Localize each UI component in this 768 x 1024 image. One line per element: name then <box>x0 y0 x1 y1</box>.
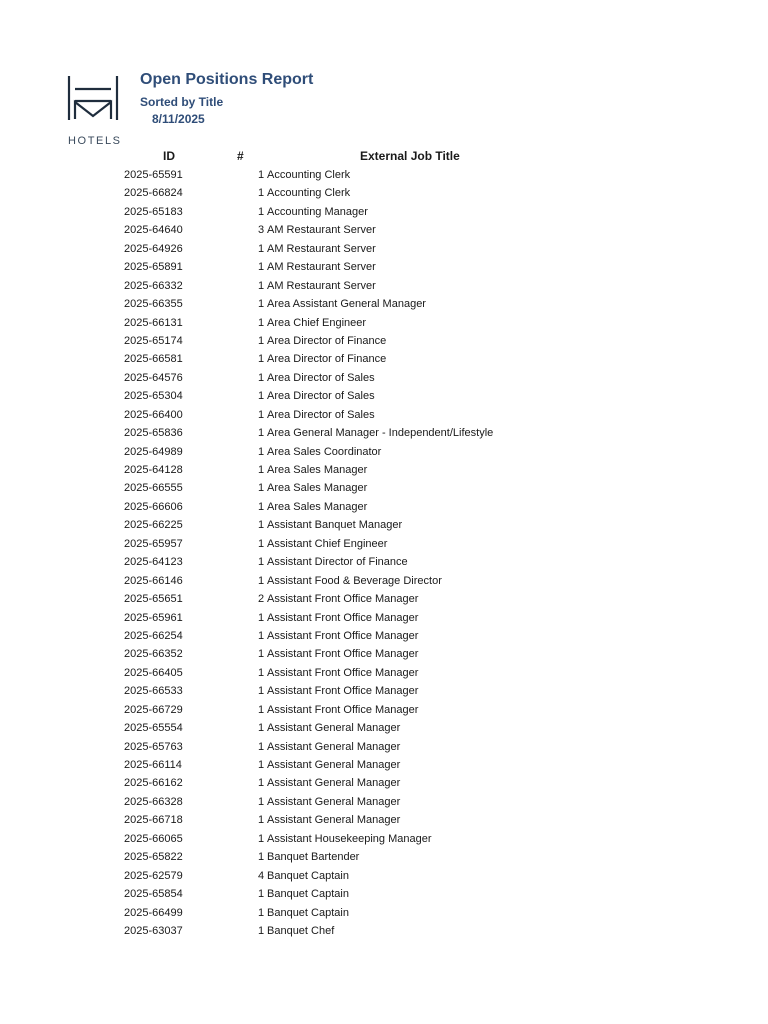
position-count: 1 <box>258 574 265 587</box>
job-title: Assistant Front Office Manager <box>267 611 419 624</box>
position-count: 1 <box>258 703 265 716</box>
position-count: 1 <box>258 537 265 550</box>
position-id: 2025-66065 <box>124 832 183 845</box>
position-count: 1 <box>258 334 265 347</box>
table-row <box>0 369 768 387</box>
table-row <box>0 406 768 424</box>
table-row <box>0 627 768 645</box>
position-id: 2025-64128 <box>124 464 183 476</box>
position-id: 2025-64989 <box>124 445 183 458</box>
position-id: 2025-65183 <box>124 205 183 218</box>
table-row <box>0 221 768 239</box>
position-count: 1 <box>258 353 265 366</box>
table-row <box>0 848 768 866</box>
table-row <box>0 479 768 497</box>
position-count: 1 <box>258 888 265 901</box>
column-header-job-title: External Job Title <box>360 149 460 163</box>
table-row <box>0 461 768 479</box>
job-title: AM Restaurant Server <box>267 242 376 255</box>
position-count: 1 <box>258 795 265 808</box>
job-title: Assistant General Manager <box>267 759 401 771</box>
table-row <box>0 885 768 903</box>
job-title: AM Restaurant Server <box>267 279 376 292</box>
table-row <box>0 922 768 940</box>
job-title: Banquet Captain <box>267 888 349 901</box>
position-id: 2025-65957 <box>124 537 183 550</box>
position-count: 1 <box>258 390 265 403</box>
position-id: 2025-64640 <box>124 224 183 237</box>
position-id: 2025-65836 <box>124 427 183 440</box>
position-count: 1 <box>258 298 265 311</box>
table-row <box>0 664 768 682</box>
position-count: 1 <box>258 519 265 532</box>
position-id: 2025-66606 <box>124 500 183 513</box>
job-title: Accounting Clerk <box>267 169 351 181</box>
logo-wordmark: HOTELS <box>68 135 122 147</box>
table-row <box>0 701 768 719</box>
position-id: 2025-64576 <box>124 371 183 384</box>
position-id: 2025-65891 <box>124 261 183 274</box>
position-count: 1 <box>258 242 265 255</box>
job-title: Area Director of Sales <box>267 408 375 421</box>
job-title: Area Director of Finance <box>267 334 387 347</box>
position-count: 1 <box>258 482 265 495</box>
job-title: Assistant General Manager <box>267 740 401 753</box>
position-id: 2025-65961 <box>124 611 183 624</box>
position-id: 2025-66328 <box>124 795 183 808</box>
report-date: 8/11/2025 <box>152 112 205 126</box>
position-id: 2025-65591 <box>124 169 183 181</box>
job-title: Assistant General Manager <box>267 814 401 827</box>
table-row <box>0 535 768 553</box>
position-id: 2025-66146 <box>124 574 183 587</box>
position-count: 1 <box>258 759 265 771</box>
position-id: 2025-65763 <box>124 740 183 753</box>
job-title: Banquet Captain <box>267 906 349 919</box>
table-row <box>0 867 768 885</box>
table-row <box>0 277 768 295</box>
position-id: 2025-66114 <box>124 759 182 771</box>
position-count: 1 <box>258 814 265 827</box>
table-row <box>0 590 768 608</box>
position-count: 1 <box>258 611 265 624</box>
table-row <box>0 756 768 774</box>
table-row <box>0 793 768 811</box>
job-title: Assistant Front Office Manager <box>267 593 419 606</box>
job-title: Assistant General Manager <box>267 795 401 808</box>
table-row <box>0 258 768 276</box>
position-id: 2025-66718 <box>124 814 183 827</box>
job-title: Assistant General Manager <box>267 722 401 735</box>
report-subtitle: Sorted by Title <box>140 95 224 109</box>
position-id: 2025-64123 <box>124 556 183 569</box>
position-id: 2025-66533 <box>124 685 183 698</box>
position-count: 1 <box>258 205 265 218</box>
position-id: 2025-62579 <box>124 869 183 882</box>
position-count: 1 <box>258 906 265 919</box>
position-count: 2 <box>258 593 265 606</box>
table-row <box>0 332 768 350</box>
table-row <box>0 498 768 516</box>
position-count: 1 <box>258 316 265 329</box>
job-title: Area Sales Manager <box>267 482 368 495</box>
position-count: 1 <box>258 722 265 735</box>
position-id: 2025-66225 <box>124 519 183 532</box>
column-header-id: ID <box>163 149 175 163</box>
position-id: 2025-66254 <box>124 629 183 642</box>
job-title: Area Sales Coordinator <box>267 445 382 458</box>
position-count: 1 <box>258 666 265 679</box>
job-title: Assistant Banquet Manager <box>267 519 403 532</box>
job-title: Assistant Chief Engineer <box>267 537 388 550</box>
job-title: Assistant Front Office Manager <box>267 629 419 642</box>
job-title: Assistant Food & Beverage Director <box>267 574 442 587</box>
table-row <box>0 424 768 442</box>
job-title: Banquet Bartender <box>267 851 360 864</box>
table-row <box>0 350 768 368</box>
position-id: 2025-65822 <box>124 851 183 864</box>
report-title: Open Positions Report <box>140 71 314 88</box>
position-id: 2025-66400 <box>124 408 183 421</box>
job-title: Assistant Front Office Manager <box>267 703 419 716</box>
job-title: Assistant Front Office Manager <box>267 685 419 698</box>
position-count: 1 <box>258 685 265 698</box>
job-title: Area Director of Sales <box>267 371 375 384</box>
position-id: 2025-66131 <box>124 316 183 329</box>
job-title: Assistant General Manager <box>267 777 401 790</box>
job-title: Area Chief Engineer <box>267 316 367 329</box>
job-title: Area General Manager - Independent/Lifestyle <box>267 427 494 440</box>
position-count: 1 <box>258 371 265 384</box>
job-title: Assistant Housekeeping Manager <box>267 832 432 845</box>
table-row <box>0 516 768 534</box>
position-id: 2025-66352 <box>124 648 183 661</box>
table-row <box>0 553 768 571</box>
position-count: 1 <box>258 408 265 421</box>
position-id: 2025-65854 <box>124 888 183 901</box>
table-row <box>0 314 768 332</box>
table-row <box>0 682 768 700</box>
job-title: Assistant Director of Finance <box>267 556 408 569</box>
position-id: 2025-66332 <box>124 279 183 292</box>
position-id: 2025-66355 <box>124 298 183 311</box>
position-id: 2025-66581 <box>124 353 183 366</box>
position-count: 1 <box>258 169 265 181</box>
job-title: Area Director of Finance <box>267 353 387 366</box>
position-count: 1 <box>258 556 265 569</box>
table-row <box>0 645 768 663</box>
positions-table <box>0 166 768 940</box>
job-title: Area Sales Manager <box>267 500 368 513</box>
table-row <box>0 774 768 792</box>
job-title: Assistant Front Office Manager <box>267 648 419 661</box>
table-row <box>0 719 768 737</box>
position-id: 2025-65651 <box>124 593 183 606</box>
position-count: 1 <box>258 500 265 513</box>
position-id: 2025-66824 <box>124 187 183 200</box>
job-title: Banquet Captain <box>267 869 349 882</box>
table-row <box>0 738 768 756</box>
position-id: 2025-66405 <box>124 666 183 679</box>
position-count: 1 <box>258 279 265 292</box>
position-count: 1 <box>258 851 265 864</box>
position-count: 1 <box>258 777 265 790</box>
position-id: 2025-65554 <box>124 722 183 735</box>
job-title: Assistant Front Office Manager <box>267 666 419 679</box>
job-title: AM Restaurant Server <box>267 224 376 237</box>
table-row <box>0 203 768 221</box>
job-title: Accounting Manager <box>267 205 368 218</box>
table-row <box>0 295 768 313</box>
table-row <box>0 387 768 405</box>
position-count: 1 <box>258 629 265 642</box>
position-count: 1 <box>258 445 265 458</box>
position-count: 4 <box>258 869 265 882</box>
job-title: Accounting Clerk <box>267 187 351 200</box>
job-title: Area Director of Sales <box>267 390 375 403</box>
position-id: 2025-63037 <box>124 924 183 937</box>
position-count: 3 <box>258 224 265 237</box>
job-title: Banquet Chef <box>267 924 335 937</box>
position-count: 1 <box>258 261 265 274</box>
table-row <box>0 240 768 258</box>
table-row <box>0 609 768 627</box>
position-id: 2025-66162 <box>124 777 183 790</box>
position-id: 2025-65304 <box>124 390 183 403</box>
position-count: 1 <box>258 740 265 753</box>
table-row <box>0 830 768 848</box>
position-count: 1 <box>258 464 265 476</box>
position-id: 2025-66499 <box>124 906 183 919</box>
table-row <box>0 904 768 922</box>
position-id: 2025-66555 <box>124 482 183 495</box>
position-count: 1 <box>258 187 265 200</box>
table-row <box>0 443 768 461</box>
table-row <box>0 811 768 829</box>
position-count: 1 <box>258 648 265 661</box>
table-row <box>0 572 768 590</box>
job-title: Area Sales Manager <box>267 464 368 476</box>
table-row <box>0 184 768 202</box>
position-id: 2025-65174 <box>124 334 183 347</box>
position-count: 1 <box>258 427 265 440</box>
job-title: Area Assistant General Manager <box>267 298 426 311</box>
position-count: 1 <box>258 924 265 937</box>
job-title: AM Restaurant Server <box>267 261 376 274</box>
position-count: 1 <box>258 832 265 845</box>
table-row <box>0 166 768 184</box>
position-id: 2025-66729 <box>124 703 183 716</box>
column-header-count: # <box>237 149 244 163</box>
position-id: 2025-64926 <box>124 242 183 255</box>
